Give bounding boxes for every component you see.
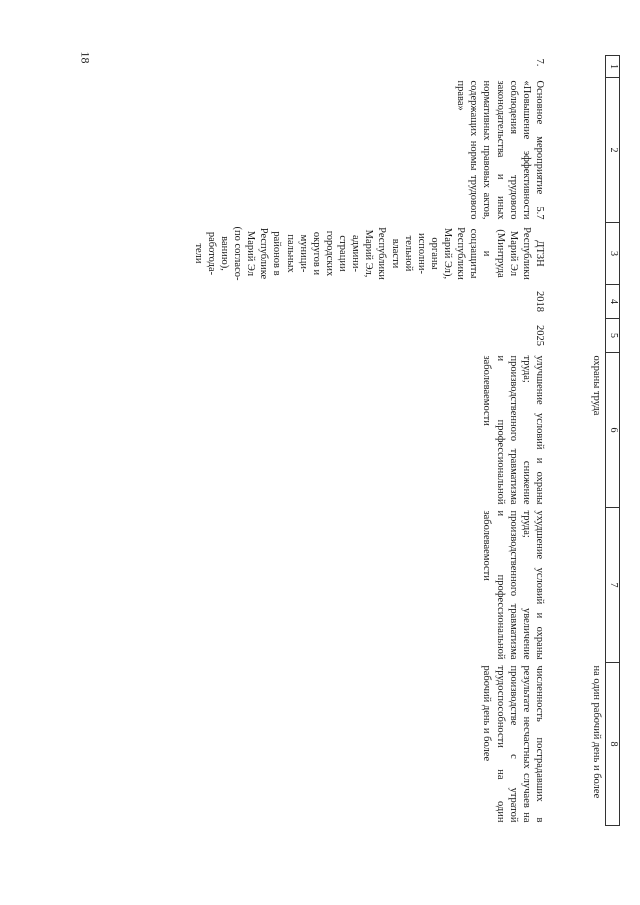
row-number: 7.: [534, 58, 545, 67]
rotated-table-container: [100, 55, 620, 855]
risk-consequences: ухудшение условий и охраны труда; увеличение производственного травматизма и профессиональной заболеваемости: [481, 510, 545, 660]
header-col-1: 1: [606, 56, 620, 78]
table-row-7: [190, 56, 548, 826]
header-col-6: 6: [606, 353, 620, 508]
executor-cell: ДТЗН Республики Марий Эл (Минтруда и соцзащиты Республики Марий Эл), органы исполни-тельной власти Республики Марий Эл, админи-страции городских округов и муници-пальных районов в Республике Марий Эл (по согласо-ванию), работода-тели: [192, 226, 545, 281]
header-col-4: 4: [606, 285, 620, 319]
header-col-5: 5: [606, 319, 620, 353]
expected-result: улучшение условий и охраны труда; снижение производственного травматизма и профессиональной заболеваемости: [481, 355, 545, 505]
prev-result-cell: охраны труда: [591, 355, 603, 416]
measure-name: Основное мероприятие 5.7 «Повышение эффективности соблюдения трудового законодательства и иных нормативных правовых актов, содержащих нормы трудового права»: [455, 80, 545, 220]
table-row-continued: [548, 56, 606, 826]
header-col-2: 2: [606, 78, 620, 223]
page-number: 18: [78, 51, 93, 64]
header-row: [606, 56, 620, 826]
start-year: 2018: [534, 291, 545, 312]
header-col-7: 7: [606, 508, 620, 663]
prev-indicator-cell: на один рабочий день и более: [591, 665, 603, 799]
header-col-3: 3: [606, 223, 620, 285]
indicator-cell: численность пострадавших в результате несчастных случаев на производстве с утратой трудоспособности на один рабочий день и более: [481, 665, 545, 823]
end-year: 2025: [534, 325, 545, 346]
measures-table: [190, 55, 620, 826]
header-col-8: 8: [606, 663, 620, 826]
